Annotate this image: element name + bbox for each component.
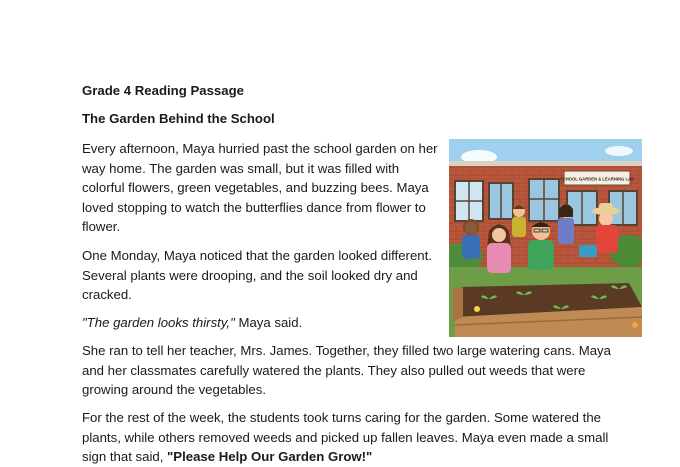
- paragraph-week-text: For the rest of the week, the students took turns caring for the garden. Some watered the plants, while others removed weeds and picked up fallen leaves. Maya even made a small sign that said,: [82, 410, 609, 464]
- student-front-girl: [487, 224, 511, 273]
- paragraph-monday: One Monday, Maya noticed that the garden looked different. Several plants were drooping, and the soil looked dry and cracked.: [82, 248, 432, 302]
- quote-attribution: Maya said.: [234, 315, 303, 330]
- student-back-right: [558, 204, 574, 244]
- paragraph-quote: [82, 313, 438, 333]
- student-back-middle: [512, 205, 526, 237]
- paragraph-week: [82, 408, 612, 467]
- maya-quote: "The garden looks thirsty,": [82, 315, 235, 330]
- garden-sign-text: "Please Help Our Garden Grow!": [167, 449, 373, 464]
- student-back-left: [462, 219, 480, 259]
- watering-can: [579, 245, 597, 257]
- grade-heading: Grade 4 Reading Passage: [82, 83, 244, 98]
- garden-illustration: [449, 139, 642, 337]
- paragraph-intro: Every afternoon, Maya hurried past the school garden on her way home. The garden was small, but it was filled with colorful flowers, green vegetables, and buzzing bees. Maya loved stopping to watch the butterflies dance from flower to flower.: [82, 141, 438, 234]
- story-title: The Garden Behind the School: [82, 111, 275, 126]
- building-sign-text: SCHOOL GARDEN & LEARNING LAB: [559, 176, 635, 182]
- paragraph-teacher: She ran to tell her teacher, Mrs. James. Together, they filled two large watering cans. Maya and her classmates carefully watered the plants. They also pulled out weeds that were growing around the vegetables.: [82, 343, 611, 397]
- cloud: [605, 146, 633, 156]
